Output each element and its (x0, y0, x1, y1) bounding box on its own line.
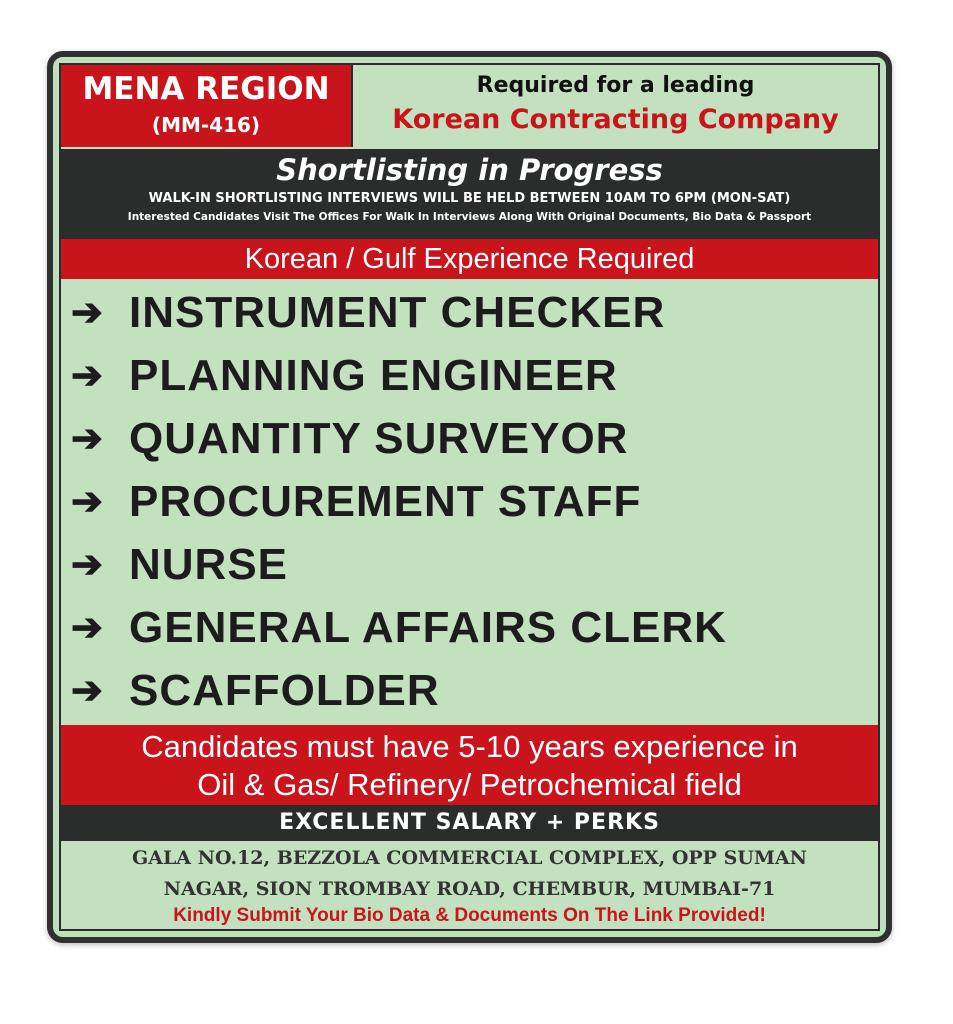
region-code: (MM-416) (151, 113, 261, 137)
company-box (353, 65, 878, 147)
office-address (61, 843, 878, 905)
region-box (61, 65, 353, 147)
experience-requirement-banner (61, 725, 878, 805)
required-line: Required for a leading (476, 73, 755, 98)
job-title: PROCUREMENT STAFF (129, 476, 642, 526)
job-item (61, 344, 878, 407)
region-title: MENA REGION (82, 71, 330, 107)
job-item (61, 659, 878, 722)
arrow-right-icon: ➔ (71, 355, 104, 397)
shortlisting-banner (61, 149, 878, 239)
company-name: Korean Contracting Company (392, 104, 839, 135)
job-title: QUANTITY SURVEYOR (129, 413, 629, 463)
job-item (61, 533, 878, 596)
job-title: SCAFFOLDER (129, 665, 440, 715)
job-item (61, 407, 878, 470)
poster-inner (59, 63, 880, 931)
job-item (61, 281, 878, 344)
submit-note: Kindly Submit Your Bio Data & Documents On The Link Provided! (173, 905, 766, 926)
arrow-right-icon: ➔ (71, 670, 104, 712)
interview-instructions: Interested Candidates Visit The Offices For Walk In Interviews Along With Original Documents, Bio Data & Passport (127, 211, 812, 223)
experience-required-banner: Korean / Gulf Experience Required (61, 239, 878, 279)
arrow-right-icon: ➔ (71, 481, 104, 523)
arrow-right-icon: ➔ (71, 418, 104, 460)
job-list (61, 281, 878, 722)
arrow-right-icon: ➔ (71, 607, 104, 649)
address-line-1: GALA NO.12, BEZZOLA COMMERCIAL COMPLEX, OPP SUMAN (131, 847, 808, 869)
requirement-line-2: Oil & Gas/ Refinery/ Petrochemical field (197, 767, 742, 802)
job-title: PLANNING ENGINEER (129, 350, 618, 400)
shortlisting-title: Shortlisting in Progress (276, 153, 663, 187)
job-title: NURSE (129, 539, 289, 589)
salary-banner: EXCELLENT SALARY + PERKS (61, 805, 878, 841)
job-item (61, 470, 878, 533)
requirement-line-1: Candidates must have 5-10 years experience in (141, 729, 798, 764)
job-title: INSTRUMENT CHECKER (129, 287, 666, 337)
job-title: GENERAL AFFAIRS CLERK (129, 602, 727, 652)
interview-timing: WALK-IN SHORTLISTING INTERVIEWS WILL BE HELD BETWEEN 10AM TO 6PM (MON-SAT) (148, 191, 791, 206)
address-line-2: NAGAR, SION TROMBAY ROAD, CHEMBUR, MUMBAI-71 (163, 878, 776, 900)
job-item (61, 596, 878, 659)
job-poster (47, 51, 892, 943)
arrow-right-icon: ➔ (71, 292, 104, 334)
arrow-right-icon: ➔ (71, 544, 104, 586)
